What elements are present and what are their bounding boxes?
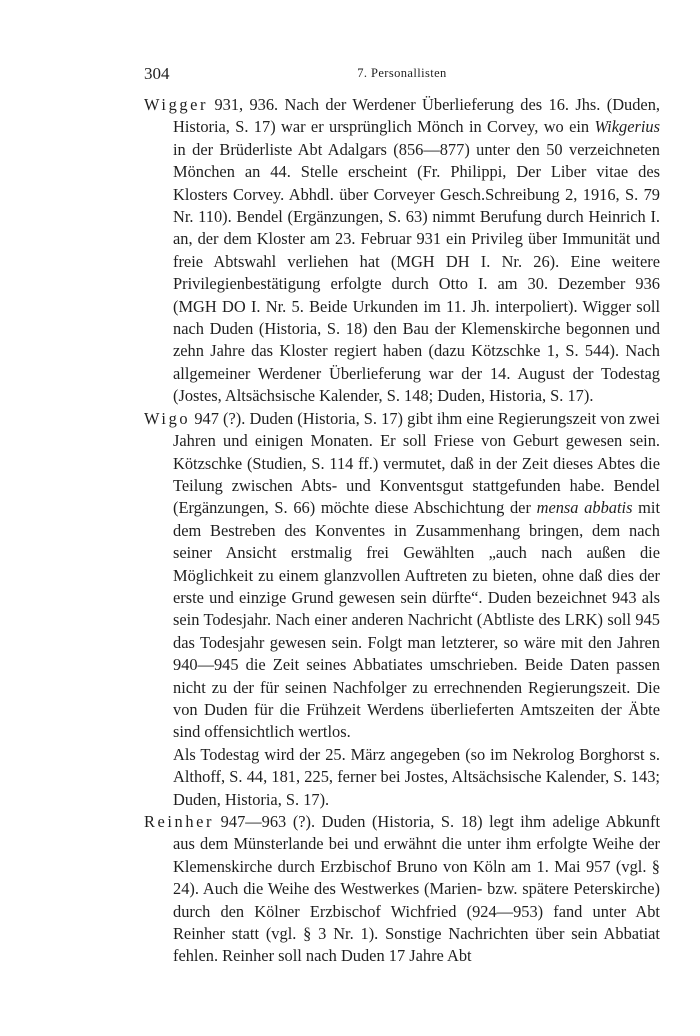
entry-reinher <box>144 811 660 968</box>
entry-text: mit dem Bestreben des Konventes in Zusammenhang bringen, dem nach seiner Ansicht erstmalig frei Gewählten „auch nach außen die Möglichkeit zu einem glanzvollen Auftreten zu bieten, ohne daß dies der erste und einzige Grund gewesen sein dürfte“. Duden bezeichnet 943 als sein Todesjahr. Nach einer anderen Nachricht (Abtliste des LRK) soll 945 das Todesjahr gewesen sein. Folgt man letzterer, so wäre mit den Jahren 940—945 die Zeit seines Abbatiates umschrieben. Beide Daten passen nicht zu der für seinen Nachfolger zu errechnenden Regierungszeit. Die von Duden für die Frühzeit Werdens überlieferten Amtszeiten der Äbte sind offensichtlich wertlos. <box>173 498 660 742</box>
entry-text: 947 (?). Duden (Historia, S. 17) gibt ihm eine Regierungszeit von zwei Jahren und einigen Monaten. Er soll Friese von Geburt gewesen sein. Kötzschke (Studien, S. 114 ff.) vermutet, daß in der Zeit dieses Abtes die Teilung zwischen Abts- und Konventsgut stattgefunden habe. Bendel (Ergänzungen, S. 66) möchte diese Abschichtung der <box>173 408 660 518</box>
entry-italic-term: mensa abbatis <box>536 498 633 518</box>
entry-text: 947—963 (?). Duden (Historia, S. 18) legt ihm adelige Abkunft aus dem Münsterlande bei und erwähnt die unter ihm erfolgte Weihe der Klemenskirche durch Erzbischof Bruno von Köln am 1. Mai 957 (vgl. § 24). Auch die Weihe des Westwerkes (Marien- bzw. spätere Peterskirche) durch den Kölner Erzbischof Wichfried (924—953) fand unter Abt Reinher statt (vgl. § 3 Nr. 1). Sonstige Nachrichten über sein Abbatiat fehlen. Reinher soll nach Duden 17 Jahre Abt <box>173 812 660 966</box>
page-number: 304 <box>144 64 170 83</box>
entry-name: Wigo <box>144 408 191 428</box>
entry-name: Wigger <box>144 95 209 114</box>
entry-text: 931, 936. Nach der Werdener Überlieferung des 16. Jhs. (Duden, Historia, S. 17) war er ursprünglich Mönch in Corvey, wo ein <box>173 95 660 137</box>
chapter-title: 7. Personallisten <box>357 66 447 80</box>
entry-wigo <box>144 408 660 744</box>
entry-wigger <box>144 94 660 408</box>
entry-italic-term: Wikgerius <box>594 117 660 137</box>
book-page <box>144 58 660 968</box>
entry-wigo-continuation: Als Todestag wird der 25. März angegeben (so im Nekrolog Borghorst s. Althoff, S. 44, 181, 225, ferner bei Jostes, Altsächsische Kalender, S. 143; Duden, Historia, S. 17). <box>173 744 660 809</box>
running-head <box>144 58 660 82</box>
entry-name: Reinher <box>144 812 215 831</box>
entry-text: in der Brüderliste Abt Adalgars (856—877) unter den 50 verzeichneten Mönchen an 44. Stelle erscheint (Fr. Philippi, Der Liber vitae des Klosters Corvey. Abhdl. über Corveyer Gesch.Schreibung 2, 1916, S. 79 Nr. 110). Bendel (Ergänzungen, S. 63) nimmt Berufung durch Heinrich I. an, der dem Kloster am 23. Februar 931 ein Privileg über Immunität und freie Abtswahl verliehen hat (MGH DH I. Nr. 26). Eine weitere Privilegienbestätigung erfolgte durch Otto I. am 30. Dezember 936 (MGH DO I. Nr. 5. Beide Urkunden im 11. Jh. interpoliert). Wigger soll nach Duden (Historia, S. 18) den Bau der Klemenskirche begonnen und zehn Jahre das Kloster regiert haben (dazu Kötzschke 1, S. 544). Nach allgemeiner Werdener Überlieferung war der 14. August der Todestag (Jostes, Altsächsische Kalender, S. 148; Duden, Historia, S. 17). <box>173 139 660 406</box>
body-text <box>144 94 660 968</box>
